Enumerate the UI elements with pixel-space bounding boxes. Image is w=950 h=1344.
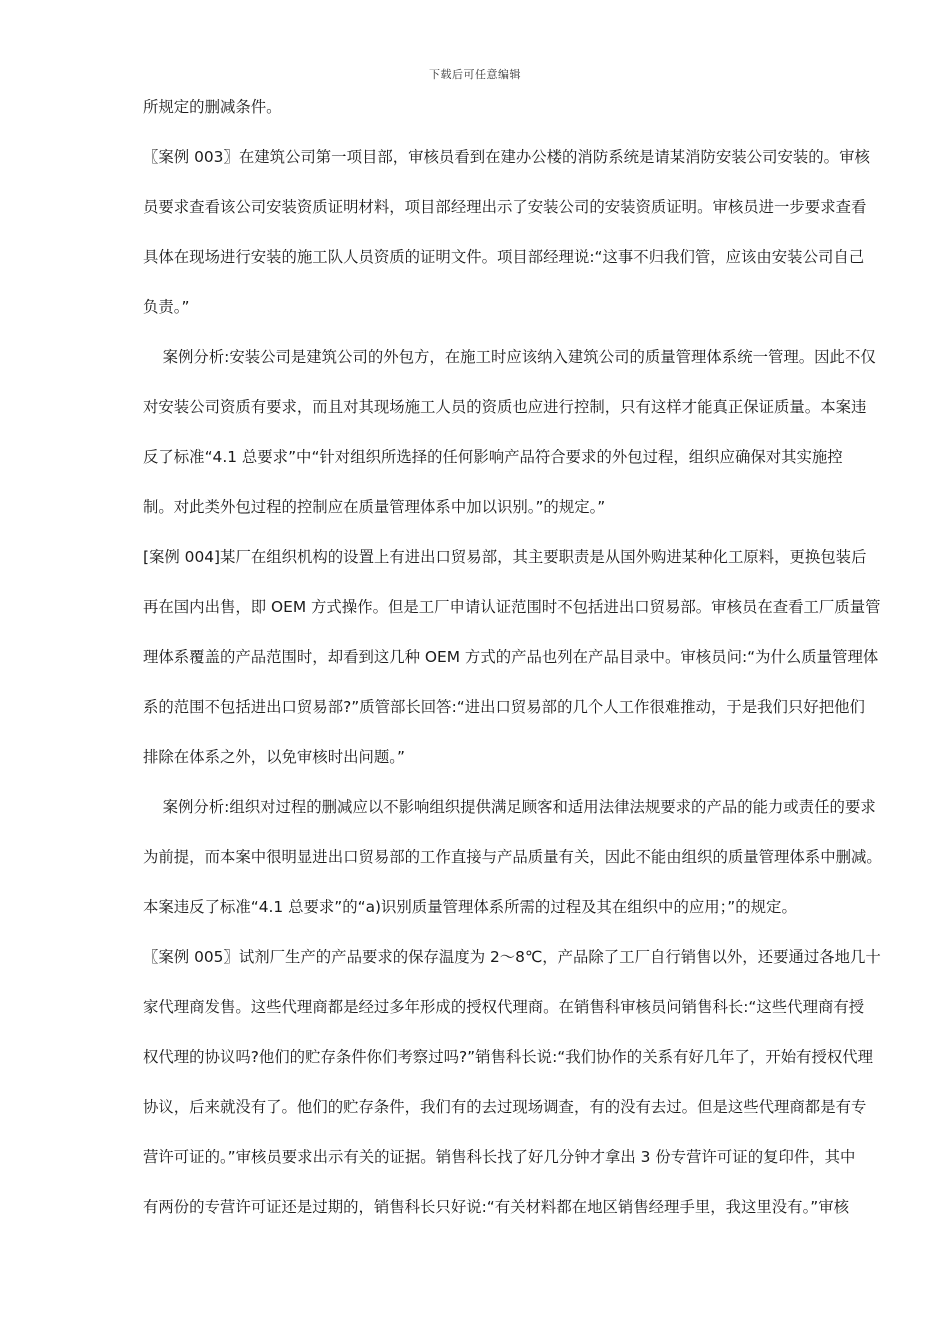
text-line: 制。对此类外包过程的控制应在质量管理体系中加以识别。”的规定。”	[143, 498, 606, 516]
text-line: 〖案例 003〗在建筑公司第一项目部，审核员看到在建办公楼的消防系统是请某消防安装公司安装的。审核	[143, 148, 870, 166]
text-line: 理体系覆盖的产品范围时，却看到这几种 OEM 方式的产品也列在产品目录中。审核员问:“为什么质量管理体	[143, 648, 879, 666]
text-line: [案例 004]某厂在组织机构的设置上有进出口贸易部，其主要职责是从国外购进某种化工原料，更换包装后	[143, 548, 867, 566]
text-line: 本案违反了标准“4.1 总要求”的“a)识别质量管理体系所需的过程及其在组织中的应用；”的规定。	[143, 898, 797, 916]
text-line: 家代理商发售。这些代理商都是经过多年形成的授权代理商。在销售科审核员问销售科长:“这些代理商有授	[143, 998, 865, 1016]
text-line: 反了标准“4.1 总要求”中“针对组织所选择的任何影响产品符合要求的外包过程，组织应确保对其实施控	[143, 448, 843, 466]
text-line: 排除在体系之外，以免审核时出问题。”	[143, 748, 405, 766]
text-line: 有两份的专营许可证还是过期的，销售科长只好说:“有关材料都在地区销售经理手里，我这里没有。”审核	[143, 1198, 850, 1216]
text-line: 协议，后来就没有了。他们的贮存条件，我们有的去过现场调查，有的没有去过。但是这些代理商都是有专	[143, 1098, 867, 1116]
page-header: 下载后可任意编辑	[429, 68, 521, 81]
text-line: 权代理的协议吗?他们的贮存条件你们考察过吗?”销售科长说:“我们协作的关系有好几年了，开始有授权代理	[143, 1048, 874, 1066]
text-line: 员要求查看该公司安装资质证明材料，项目部经理出示了安装公司的安装资质证明。审核员进一步要求查看	[143, 198, 867, 216]
text-line: 系的范围不包括进出口贸易部?”质管部长回答:“进出口贸易部的几个人工作很难推动，于是我们只好把他们	[143, 698, 865, 716]
document-body	[143, 89, 883, 1239]
text-line: 案例分析:组织对过程的删减应以不影响组织提供满足顾客和适用法律法规要求的产品的能力或责任的要求	[143, 798, 876, 816]
text-line: 为前提，而本案中很明显进出口贸易部的工作直接与产品质量有关，因此不能由组织的质量管理体系中删减。	[143, 848, 882, 866]
text-line: 负责。”	[143, 298, 190, 316]
text-line: 营许可证的。”审核员要求出示有关的证据。销售科长找了好几分钟才拿出 3 份专营许可证的复印件，其中	[143, 1148, 856, 1166]
text-line: 再在国内出售，即 OEM 方式操作。但是工厂申请认证范围时不包括进出口贸易部。审核员在查看工厂质量管	[143, 598, 881, 616]
text-line: 案例分析:安装公司是建筑公司的外包方，在施工时应该纳入建筑公司的质量管理体系统一管理。因此不仅	[143, 348, 876, 366]
text-line: 所规定的删减条件。	[143, 98, 282, 116]
text-line: 具体在现场进行安装的施工队人员资质的证明文件。项目部经理说:“这事不归我们管，应该由安装公司自己	[143, 248, 865, 266]
text-line: 对安装公司资质有要求，而且对其现场施工人员的资质也应进行控制，只有这样才能真正保证质量。本案违	[143, 398, 867, 416]
text-line: 〖案例 005〗试剂厂生产的产品要求的保存温度为 2～8℃，产品除了工厂自行销售以外，还要通过各地几十	[143, 948, 881, 966]
